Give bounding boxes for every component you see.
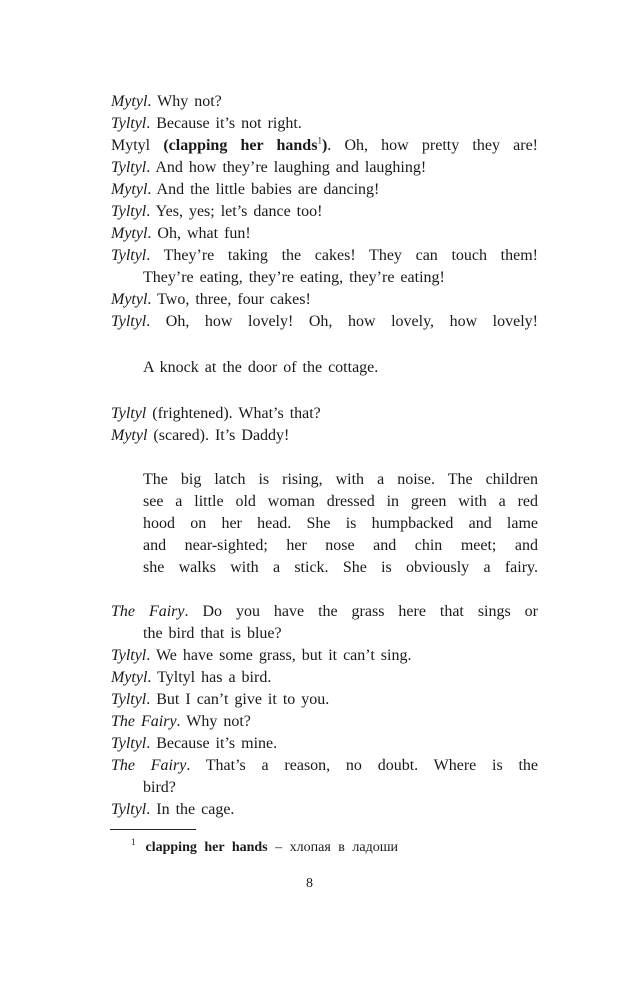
- line-text: bird?: [143, 779, 176, 796]
- speaker: Tyltyl: [111, 405, 147, 422]
- line-text: . But I can’t give it to you.: [146, 691, 330, 708]
- speaker: Tyltyl: [111, 313, 147, 330]
- line-text: . Why not?: [176, 713, 251, 730]
- speaker: Mytyl: [111, 137, 151, 154]
- line-text: They’re eating, they’re eating, they’re eating!: [143, 269, 445, 286]
- speaker: Tyltyl: [111, 647, 147, 664]
- dialogue-line: [111, 201, 538, 223]
- line-text: . Two, three, four cakes!: [147, 291, 311, 308]
- dialogue-line: [111, 179, 538, 201]
- footnote-divider: [110, 829, 196, 830]
- stage-direction-line: she walks with a stick. She is obviously a fairy.: [143, 559, 538, 576]
- speaker: Tyltyl: [111, 735, 147, 752]
- dialogue-line: [111, 425, 538, 447]
- stage-direction: (clapping her hands: [163, 137, 318, 154]
- dialogue-line: [111, 601, 538, 623]
- line-text: . In the cage.: [146, 801, 235, 818]
- speaker: Mytyl: [111, 427, 148, 444]
- speaker: Mytyl: [111, 225, 148, 242]
- line-text: . Oh, how lovely! Oh, how lovely, how lovely!: [146, 313, 538, 330]
- dialogue-line: [111, 667, 538, 689]
- dialogue-line: [111, 135, 538, 157]
- dialogue-line: [111, 289, 538, 311]
- dialogue-continuation: [143, 777, 538, 799]
- dialogue-line: [111, 689, 538, 711]
- line-text: . And the little babies are dancing!: [147, 181, 380, 198]
- stage-direction: A knock at the door of the cottage.: [143, 359, 379, 376]
- speaker: The Fairy: [111, 603, 185, 620]
- line-text: (scared). It’s Daddy!: [147, 427, 290, 444]
- footnote-number: 1: [131, 837, 136, 848]
- dialogue-line: [111, 113, 538, 135]
- speaker: The Fairy: [111, 757, 187, 774]
- page-number: 8: [306, 876, 313, 891]
- speaker: Mytyl: [111, 291, 148, 308]
- line-text: . Yes, yes; let’s dance too!: [146, 203, 323, 220]
- footnote-term: clapping her hands: [145, 840, 268, 855]
- stage-direction-line: see a little old woman dressed in green with a red: [143, 493, 538, 510]
- dialogue-line: [111, 711, 538, 733]
- dialogue-line: [111, 311, 538, 333]
- speaker: Tyltyl: [111, 115, 147, 132]
- line-text: . Because it’s mine.: [146, 735, 278, 752]
- footnote-dash: –: [267, 840, 290, 855]
- dialogue-line: [111, 645, 538, 667]
- stage-direction-line: and near-sighted; her nose and chin meet; and: [143, 537, 538, 554]
- line-text: . Tyltyl has a bird.: [147, 669, 272, 686]
- line-text: . Oh, how pretty they are!: [327, 137, 539, 154]
- footnote-translation: хлопая в ладоши: [289, 840, 398, 855]
- dialogue-line: [111, 245, 538, 267]
- stage-direction-line: hood on her head. She is humpbacked and lame: [143, 515, 538, 532]
- line-text: . We have some grass, but it can’t sing.: [146, 647, 412, 664]
- dialogue-continuation: [143, 267, 538, 289]
- dialogue-line: [111, 157, 538, 179]
- dialogue-line: [111, 403, 538, 425]
- speaker: Tyltyl: [111, 203, 147, 220]
- speaker: Tyltyl: [111, 801, 147, 818]
- dialogue-line: [111, 755, 538, 777]
- speaker: Mytyl: [111, 93, 148, 110]
- speaker: Mytyl: [111, 669, 148, 686]
- dialogue-continuation: [143, 623, 538, 645]
- line-text: . Because it’s not right.: [146, 115, 302, 132]
- dialogue-line: [111, 223, 538, 245]
- line-text: . Why not?: [147, 93, 222, 110]
- line-text: (frightened). What’s that?: [146, 405, 321, 422]
- line-text: . And how they’re laughing and laughing!: [146, 159, 427, 176]
- footnote-ref: 1: [317, 135, 322, 146]
- speaker: Mytyl: [111, 181, 148, 198]
- speaker: Tyltyl: [111, 159, 147, 176]
- speaker: Tyltyl: [111, 691, 147, 708]
- paren: ): [321, 137, 328, 154]
- footnote: [131, 838, 398, 858]
- speaker: Tyltyl: [111, 247, 147, 264]
- speaker: The Fairy: [111, 713, 177, 730]
- dialogue-line: [111, 733, 538, 755]
- line-text: the bird that is blue?: [143, 625, 282, 642]
- line-text: . That’s a reason, no doubt. Where is the: [186, 757, 538, 774]
- line-text: . Oh, what fun!: [147, 225, 251, 242]
- line-text: . They’re taking the cakes! They can touch them!: [146, 247, 538, 264]
- dialogue-line: [111, 799, 538, 821]
- stage-direction-line: The big latch is rising, with a noise. The children: [143, 471, 538, 488]
- line-text: . Do you have the grass here that sings or: [184, 603, 539, 620]
- dialogue-line: [111, 91, 538, 113]
